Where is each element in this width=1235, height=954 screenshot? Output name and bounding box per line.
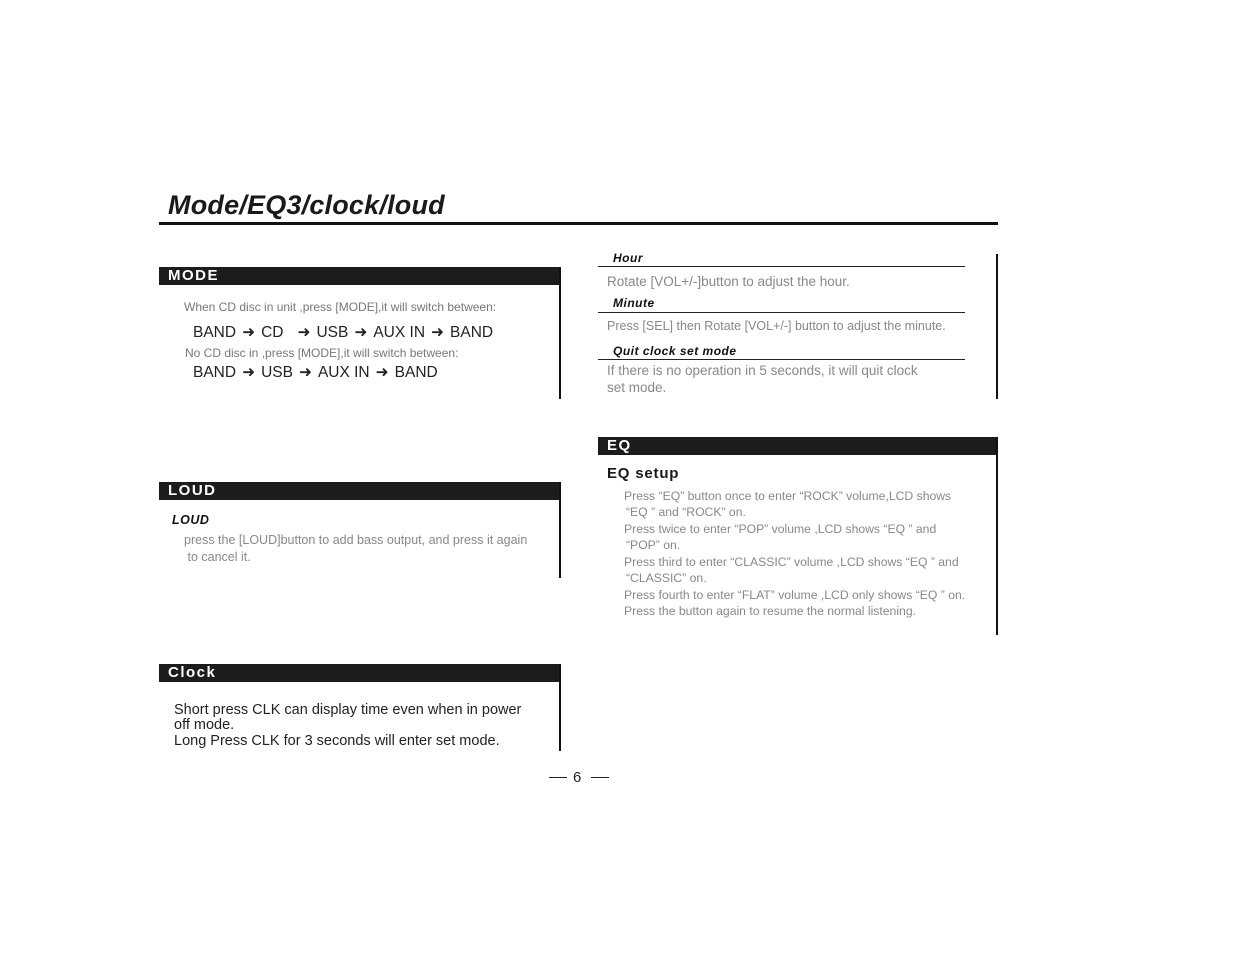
minute-rule [598, 312, 965, 313]
flow-item: BAND [193, 324, 237, 341]
minute-title: Minute [613, 296, 655, 310]
mode-nocd-intro: No CD disc in ,press [MODE],it will switch between: [185, 346, 459, 360]
loud-subtitle: LOUD [172, 513, 210, 527]
flow-item: USB [261, 364, 293, 381]
mode-cd-flow [193, 323, 493, 342]
flow-item: BAND [394, 364, 438, 381]
mode-border [559, 267, 561, 399]
eq-subtitle: EQ setup [607, 465, 680, 482]
clock-line-3: Long Press CLK for 3 seconds will enter set mode. [174, 733, 500, 749]
flow-item: AUX IN [317, 364, 370, 381]
right-arrow-icon: ➜ [375, 364, 389, 381]
quit-title: Quit clock set mode [613, 344, 737, 358]
page-title: Mode/EQ3/clock/loud [168, 190, 445, 220]
title-divider [159, 222, 998, 225]
flow-item: AUX IN [373, 324, 426, 341]
right-arrow-icon: ➜ [242, 364, 256, 381]
quit-line-1: If there is no operation in 5 seconds, it will quit clock [607, 363, 918, 378]
quit-line-2: set mode. [607, 380, 667, 395]
flow-item: BAND [193, 364, 237, 381]
hour-rule [598, 266, 965, 267]
eq-line: Press “EQ” button once to enter “ROCK” volume,LCD shows [624, 489, 952, 503]
minute-text: Press [SEL] then Rotate [VOL+/-] button to adjust the minute. [607, 319, 946, 333]
mode-nocd-flow [193, 363, 438, 382]
eq-header: EQ [598, 437, 998, 455]
eq-line: “POP” on. [626, 538, 681, 552]
flow-item: BAND [450, 324, 494, 341]
right-arrow-icon: ➜ [354, 324, 368, 341]
right-arrow-icon: ➜ [298, 364, 312, 381]
right-arrow-icon: ➜ [431, 324, 445, 341]
flow-item: CD [261, 324, 284, 341]
eq-line: Press the button again to resume the normal listening. [624, 604, 916, 618]
eq-line: Press twice to enter “POP” volume ,LCD shows “EQ ” and [624, 522, 937, 536]
loud-header: LOUD [159, 482, 561, 500]
mode-header: MODE [159, 267, 561, 285]
eq-line: Press fourth to enter “FLAT” volume ,LCD only shows “EQ ” on. [624, 588, 966, 602]
quit-rule [598, 359, 965, 360]
loud-line-1: press the [LOUD]button to add bass output, and press it again [184, 533, 528, 547]
flow-item: USB [316, 324, 349, 341]
eq-line: “EQ ” and “ROCK” on. [626, 505, 746, 519]
eq-line: “CLASSIC” on. [626, 571, 707, 585]
eq-border [996, 437, 998, 635]
page-number-dash-right [591, 777, 609, 778]
page-number-dash-left [549, 777, 567, 778]
right-arrow-icon: ➜ [297, 324, 311, 341]
page-number: 6 [573, 769, 582, 786]
clock-border [559, 664, 561, 751]
hour-text: Rotate [VOL+/-]button to adjust the hour. [607, 274, 850, 289]
right-arrow-icon: ➜ [242, 324, 256, 341]
clock-line-1: Short press CLK can display time even when in power [174, 702, 522, 718]
loud-line-2: to cancel it. [184, 550, 251, 564]
mode-cd-intro: When CD disc in unit ,press [MODE],it will switch between: [184, 300, 497, 314]
loud-border [559, 482, 561, 578]
hour-title: Hour [613, 251, 643, 265]
eq-line: Press third to enter “CLASSIC” volume ,LCD shows “EQ ” and [624, 555, 959, 569]
clock-line-2: off mode. [174, 717, 235, 733]
clock-settings-border [996, 254, 998, 399]
clock-header: Clock [159, 664, 561, 682]
